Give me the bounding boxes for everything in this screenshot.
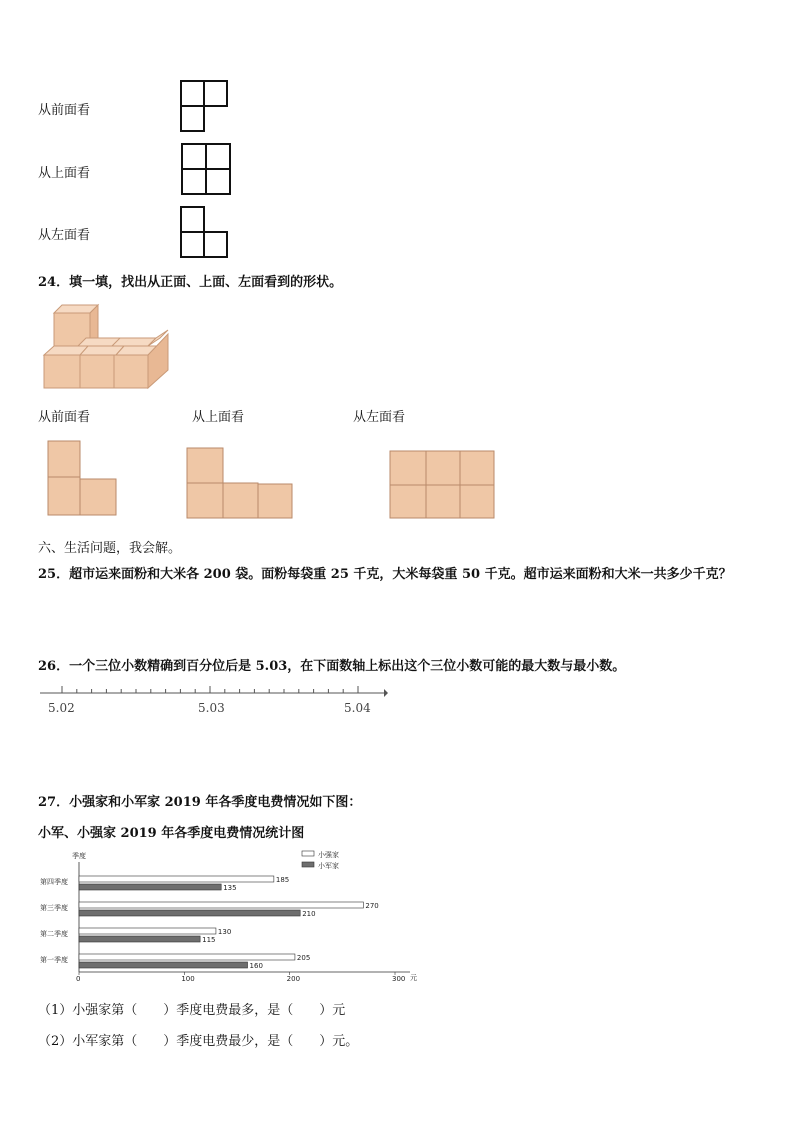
q24-left-label: 从左面看 bbox=[353, 410, 406, 425]
category-label: 第一季度 bbox=[40, 956, 68, 964]
bar-xiaoqiang bbox=[79, 902, 363, 908]
front-view-grid bbox=[180, 80, 230, 132]
q26-text: 26．一个三位小数精确到百分位后是 5.03，在下面数轴上标出这个三位小数可能的最大数与最小数。 bbox=[38, 659, 626, 674]
bar-value-label: 205 bbox=[296, 954, 311, 962]
q24-title: 24．填一填，找出从正面、上面、左面看到的形状。 bbox=[38, 275, 343, 290]
bar-value-label: 160 bbox=[249, 962, 263, 970]
bar-xiaoqiang bbox=[79, 876, 274, 882]
number-line bbox=[38, 684, 388, 720]
q27-sub1: （1）小强家第（ ）季度电费最多，是（ ）元 bbox=[38, 1003, 346, 1018]
legend-label: 小强家 bbox=[318, 851, 339, 859]
chart-heading: 小军、小强家 2019 年各季度电费情况统计图 bbox=[38, 826, 305, 841]
x-tick-label: 0 bbox=[76, 975, 81, 983]
view-label-top: 从上面看 bbox=[38, 166, 91, 181]
bar-value-label: 270 bbox=[365, 902, 379, 910]
bar-value-label: 130 bbox=[217, 928, 232, 936]
bar-xiaojun bbox=[79, 936, 200, 942]
left-view-grid bbox=[180, 206, 230, 260]
x-tick-label: 100 bbox=[181, 975, 195, 983]
x-axis-label: 元 bbox=[410, 974, 417, 982]
cube-stack-illustration bbox=[42, 300, 172, 392]
top-view-grid bbox=[180, 143, 232, 197]
bar-value-label: 210 bbox=[302, 910, 316, 918]
bar-value-label: 185 bbox=[275, 876, 290, 884]
bar-xiaojun bbox=[79, 910, 300, 916]
legend-label: 小军家 bbox=[318, 862, 339, 870]
q24-front-view bbox=[46, 440, 120, 518]
q25-text: 25．超市运来面粉和大米各 200 袋。面粉每袋重 25 千克，大米每袋重 50 千克。超市运来面粉和大米一共多少千克？ bbox=[38, 567, 732, 582]
bar-value-label: 115 bbox=[202, 936, 216, 944]
tick-label: 5.02 bbox=[48, 701, 75, 715]
category-label: 第四季度 bbox=[40, 878, 68, 886]
bar-xiaoqiang bbox=[79, 954, 295, 960]
bar-xiaojun bbox=[79, 884, 221, 890]
legend-swatch bbox=[302, 851, 314, 856]
bar-xiaoqiang bbox=[79, 928, 216, 934]
category-label: 第二季度 bbox=[40, 930, 68, 938]
view-label-front: 从前面看 bbox=[38, 103, 91, 118]
x-tick-label: 300 bbox=[392, 975, 406, 983]
q24-left-view bbox=[389, 450, 497, 520]
category-label: 第三季度 bbox=[40, 904, 68, 912]
electricity-bar-chart bbox=[38, 848, 428, 986]
bar-value-label: 135 bbox=[223, 884, 237, 892]
view-label-left: 从左面看 bbox=[38, 228, 91, 243]
section-heading: 六、生活问题，我会解。 bbox=[38, 541, 182, 556]
bar-xiaojun bbox=[79, 962, 248, 968]
tick-label: 5.04 bbox=[344, 701, 371, 715]
q27-sub2: （2）小军家第（ ）季度电费最少，是（ ）元。 bbox=[38, 1034, 359, 1049]
q24-top-label: 从上面看 bbox=[192, 410, 245, 425]
x-tick-label: 200 bbox=[286, 975, 301, 983]
tick-label: 5.03 bbox=[198, 701, 225, 715]
y-axis-label: 季度 bbox=[72, 852, 86, 860]
q24-top-view bbox=[186, 447, 296, 521]
q27-text: 27．小强家和小军家 2019 年各季度电费情况如下图： bbox=[38, 795, 362, 810]
q24-front-label: 从前面看 bbox=[38, 410, 91, 425]
legend-swatch bbox=[302, 862, 314, 867]
